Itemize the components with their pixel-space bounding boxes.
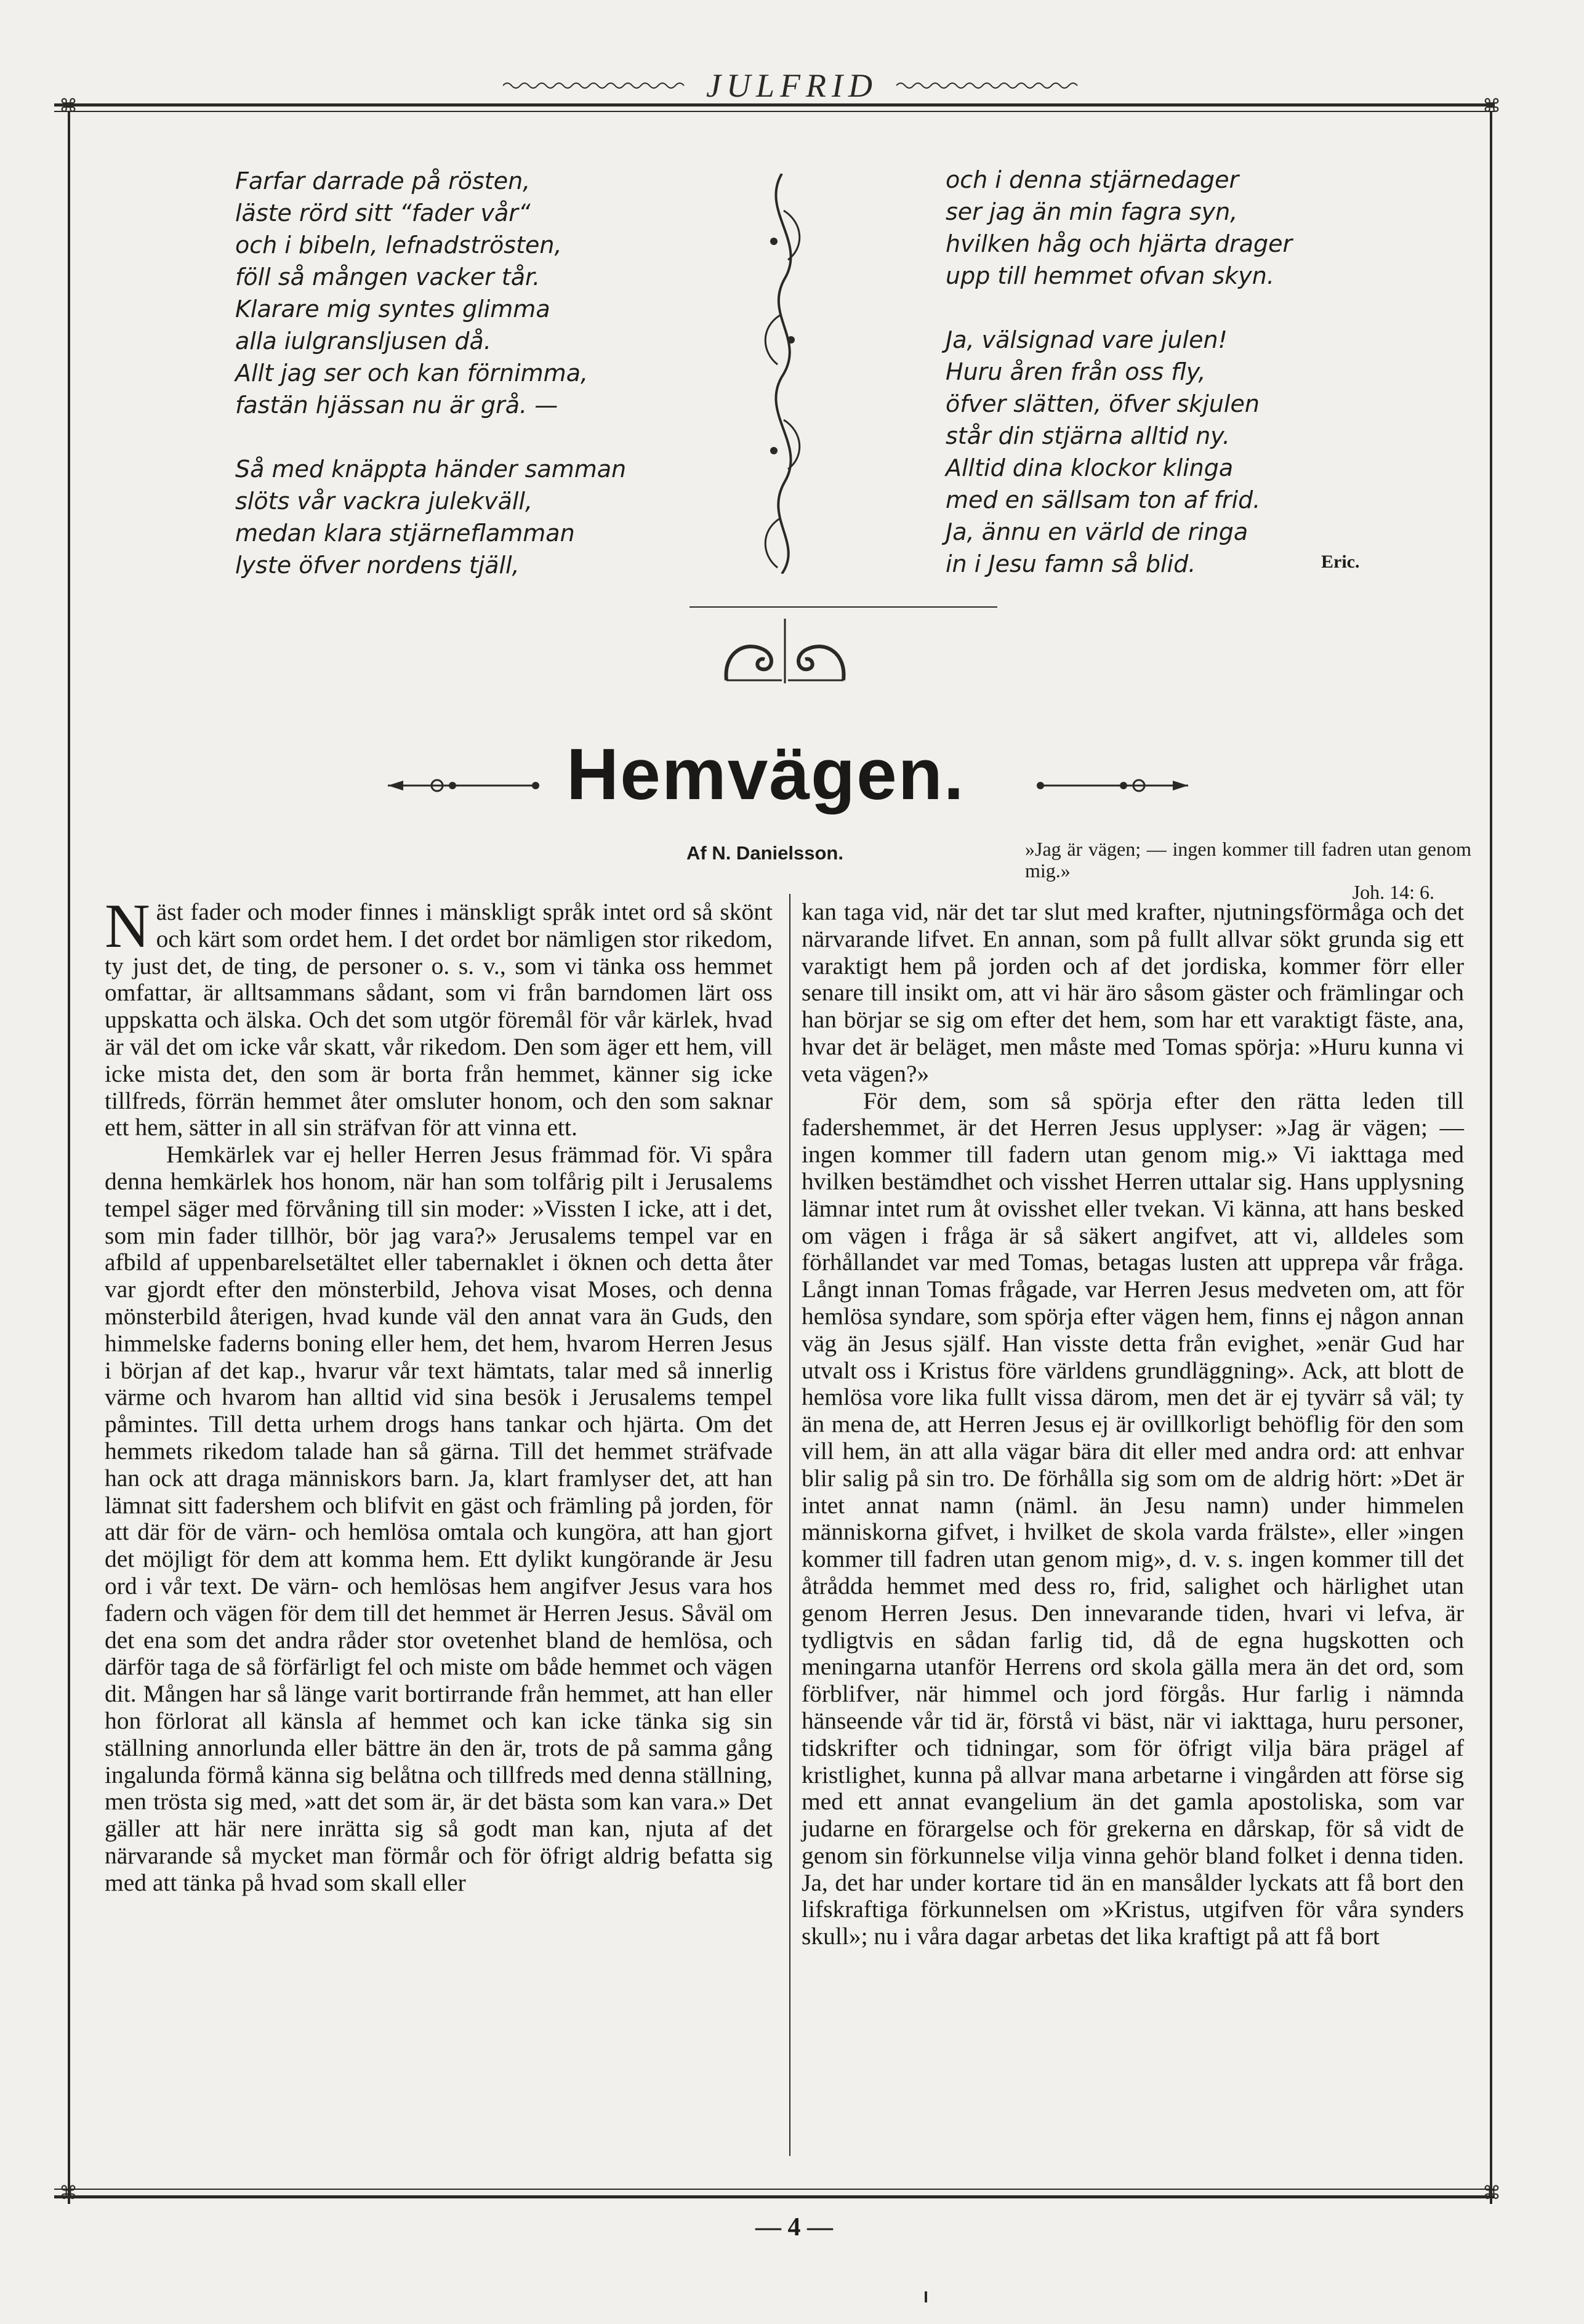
corner-ornament-icon: ⌘ bbox=[1482, 2182, 1501, 2204]
paragraph-text: äst fader och moder finnes i mänskligt språk intet ord så skönt och kärt som ordet hem. I det ordet bor nämligen stor rikedom, ty just det, de ting, de personer o. s. v., som vi tänka oss hemmet omfattar, är alltsammans sådant, som vi från barndomen lärt oss uppskatta och älska. Och det som utgör föremål för vår kärlek, hvad är väl det om icke vår skatt, vår rikedom. Den som äger ett hem, vill icke mista det, den som är borta från hemmet, känner sig icke tillfreds, förrän hemmet åter omsluter honom, och den som saknar ett hem, sätter in all sin sträfvan för att vinna ett. bbox=[105, 898, 773, 1141]
frame-left-rule bbox=[68, 111, 70, 2204]
page-number: — 4 — bbox=[755, 2213, 833, 2242]
corner-ornament-icon: ⌘ bbox=[59, 95, 78, 117]
poem-stanza bbox=[235, 165, 626, 421]
article-column-right bbox=[802, 899, 1464, 1950]
article-paragraph: Hemkärlek var ej heller Herren Jesus främmad för. Vi spåra denna hemkärlek hos honom, när han som tolfårig pilt i Jerusalems tempel säger med förvåning till sin moder: »Vissten I icke, att i det, som min fader tillhör, bör jag vara?» Jerusalems tempel var en afbild af uppenbarelsetältet eller tabernaklet i öknen och detta åter var gjordt efter den mönsterbild, Jehova visat Moses, och denna mönsterbild återigen, hvad kunde väl den annat vara än Guds, den himmelske faderns boning eller hem, det hem, hvarom Herren Jesus i början af det kap., hvarur vår text hämtats, talar med så innerlig värme och hvarom han alltid vid sina besök i Jerusalems tempel påmintes. Till detta urhem drogs hans tankar och hjärta. Om det hemmets rikedom talade han så gärna. Till det hemmet sträfvade han ock att draga människors barn. Ja, klart framlyser det, att han lämnat sitt fadershem och blifvit en gäst och främling på jorden, för att där för de värn- och hemlösa omtala och kungöra, att han gjort det möjligt för dem att komma hem. Ett dylikt kungörande är Jesu ord i vår text. De värn- och hemlösas hem angifver Jesus vara hos fadern och vägen för dem till det hemmet är Herren Jesus. Såväl om det ena som det andra råder stor ovetenhet bland de hemlösa, och därför taga de så förfärligt fel och miste om både hemmet och vägen dit. Mången har så länge varit bortirrande från hemmet, att han eller hon förlorat all känsla af hemmet och kan icke tänka sig sin ställning annorlunda eller bättre än den är, trots de på samma gång ingalunda förmå känna sig belåtna och tillfreds med denna ställning, men trösta sig med, »att det som är, är det bästa som kan vara.» Det gäller att här nere inrätta sig så godt man kan, njuta af det närvarande så mycket man förmår och för öfrigt aldrig befatta sig med att tänka på hvad som skall eller bbox=[105, 1141, 773, 1896]
frame-bottom-rule-thin bbox=[54, 2189, 1495, 2190]
poem-line: och i bibeln, lefnadströsten, bbox=[235, 231, 562, 259]
masthead-wave-left bbox=[503, 80, 688, 91]
poem-line: Så med knäppta händer samman bbox=[235, 456, 627, 483]
poem-right-column bbox=[946, 164, 1292, 612]
vine-ornament bbox=[748, 174, 816, 574]
poem-line: in i Jesu famn så blid. bbox=[946, 550, 1196, 577]
article-paragraph bbox=[105, 891, 773, 1141]
poem-line: upp till hemmet ofvan skyn. bbox=[946, 262, 1274, 289]
poem-line: står din stjärna alltid ny. bbox=[946, 422, 1230, 449]
poem-line: öfver slätten, öfver skjulen bbox=[946, 390, 1260, 417]
article-epigraph bbox=[1025, 838, 1471, 903]
poem-line: hvilken håg och hjärta drager bbox=[946, 230, 1293, 257]
poem-line: Klarare mig syntes glimma bbox=[235, 296, 550, 323]
separator-rule bbox=[689, 606, 997, 608]
column-divider bbox=[789, 894, 790, 2156]
masthead-wave-right bbox=[896, 80, 1081, 91]
article-paragraph: kan taga vid, när det tar slut med krafter, njutningsförmåga och det närvarande lifvet. En annan, som på fullt allvar sökt grunda sig ett varaktigt hem på jorden och af det jordiska, kommer förr eller senare till insikt om, att vi här äro såsom gäster och främlingar och han börjar se sig om efter det hem, som har ett varaktigt fäste, ana, hvar det är beläget, men måste med Tomas spörja: »Huru kunna vi veta vägen?» bbox=[802, 898, 1464, 1087]
article-paragraph: För dem, som så spörja efter den rätta leden till fadershemmet, är det Herren Jesus upplyser: »Jag är vägen; — ingen kommer till fadern utan genom mig.» Vi iakttaga med hvilken bestämdhet och visshet Herren uttalar sig. Hans upplysning lämnar intet rum åt ovisshet eller tvekan. Vi känna, att hans besked om vägen i fråga är så säkert angifvet, att vi, alldeles som förhållandet var med Tomas, betagas lusten att upprepa vår fråga. Långt innan Tomas frågade, var Herren Jesus medveten om, att för hemlösa syndare, som spörja efter vägen hem, finns ej någon annan väg än Jesus själf. Han visste detta från evighet, »enär Gud har utvalt oss i Kristus före världens grundläggning». Ack, att blott de hemlösa vore lika fullt vissa därom, men det är ej tyvärr så väl; ty än mena de, att Herren Jesus ej är ovillkorligt behöflig för den som vill hem, än att alla vägar bära dit eller med andra ord: att enhvar blir salig på sin tro. De förhålla sig som om de aldrig hört: »Det är intet annat namn (näml. än Jesu namn) under himmelen människorna gifvet, i hvilket de skola varda frälste», eller »ingen kommer till fadren utan genom mig», d. v. s. ingen kommer till det åtrådda hemmet med dess ro, frid, salighet och härlighet utan genom Herren Jesus. Den innevarande tiden, hvari vi lefva, är tydligtvis en sådan farlig tid, då de egna hugskotten och meningarna utanför Herrens ord skola gälla mera än det ord, som förblifver, när himmel och jord förgås. Hur farlig i nämnda hänseende vår tid är, förstå vi bäst, när vi iakttaga, huru personer, tidskrifter och tidningar, som för öfrigt vilja bära prägel af kristlighet, kunna på allvar mana arbetarne i vingården att förse sig med ett annat evangelium än det gamla apostoliska, som var judarne en förargelse och för grekerna en dårskap, för så vidt de genom sin förkunnelse vilja vinna gehör bland folket i denna tiden. Ja, det har under kortare tid än en mansålder lyckats att få bort den lifskraftiga förkunnelsen om »Kristus, utgifven för våra synders skull»; nu i våra dagar arbetas det lika kraftigt på att få bort bbox=[802, 1087, 1464, 1950]
poem-line: Farfar darrade på rösten, bbox=[235, 167, 531, 195]
frame-bottom-rule bbox=[54, 2195, 1495, 2198]
poem-line: Huru åren från oss fly, bbox=[946, 358, 1206, 385]
print-mark bbox=[925, 2291, 927, 2302]
poem-line: Alltid dina klockor klinga bbox=[946, 454, 1234, 481]
drop-cap: N bbox=[105, 891, 150, 961]
separator-ornament bbox=[714, 619, 856, 686]
poem-line: slöts vår vackra julekväll, bbox=[235, 488, 533, 515]
frame-top-rule bbox=[54, 103, 1495, 107]
poem-line: lyste öfver nordens tjäll, bbox=[235, 552, 520, 579]
article-byline: Af N. Danielsson. bbox=[686, 842, 843, 864]
title-ornament-left bbox=[369, 777, 554, 794]
corner-ornament-icon: ⌘ bbox=[59, 2182, 78, 2204]
masthead-title: JULFRID bbox=[706, 67, 878, 104]
poem-line: med en sällsam ton af frid. bbox=[946, 486, 1261, 513]
masthead bbox=[0, 66, 1584, 105]
poem-line: alla iulgransljusen då. bbox=[235, 328, 491, 355]
poem-line: Allt jag ser och kan förnimma, bbox=[235, 360, 589, 387]
poem-signature: Eric. bbox=[1321, 552, 1360, 572]
poem-line: och i denna stjärnedager bbox=[946, 166, 1239, 193]
poem-line: läste rörd sitt “fader vår“ bbox=[235, 199, 531, 227]
poem-line: föll så mången vacker tår. bbox=[235, 263, 541, 291]
poem-left-column bbox=[235, 165, 626, 613]
epigraph-reference: Joh. 14: 6. bbox=[1352, 881, 1434, 903]
frame-right-rule bbox=[1490, 111, 1492, 2204]
epigraph-text: »Jag är vägen; — ingen kommer till fadren utan genom mig.» bbox=[1025, 838, 1471, 882]
poem-line: fastän hjässan nu är grå. — bbox=[235, 392, 558, 419]
poem-stanza bbox=[946, 324, 1292, 580]
poem-stanza bbox=[235, 453, 626, 581]
frame-top-rule-thin bbox=[54, 111, 1495, 112]
article-column-left bbox=[105, 891, 773, 1896]
corner-ornament-icon: ⌘ bbox=[1482, 95, 1501, 117]
poem-stanza bbox=[946, 164, 1292, 292]
article-title: Hemvägen. bbox=[566, 734, 965, 815]
poem-line: Ja, välsignad vare julen! bbox=[946, 326, 1228, 353]
poem-line: medan klara stjärneflamman bbox=[235, 520, 575, 547]
poem-line: ser jag än min fagra syn, bbox=[946, 198, 1238, 225]
title-ornament-right bbox=[1022, 777, 1207, 794]
poem-line: Ja, ännu en värld de ringa bbox=[946, 518, 1248, 545]
